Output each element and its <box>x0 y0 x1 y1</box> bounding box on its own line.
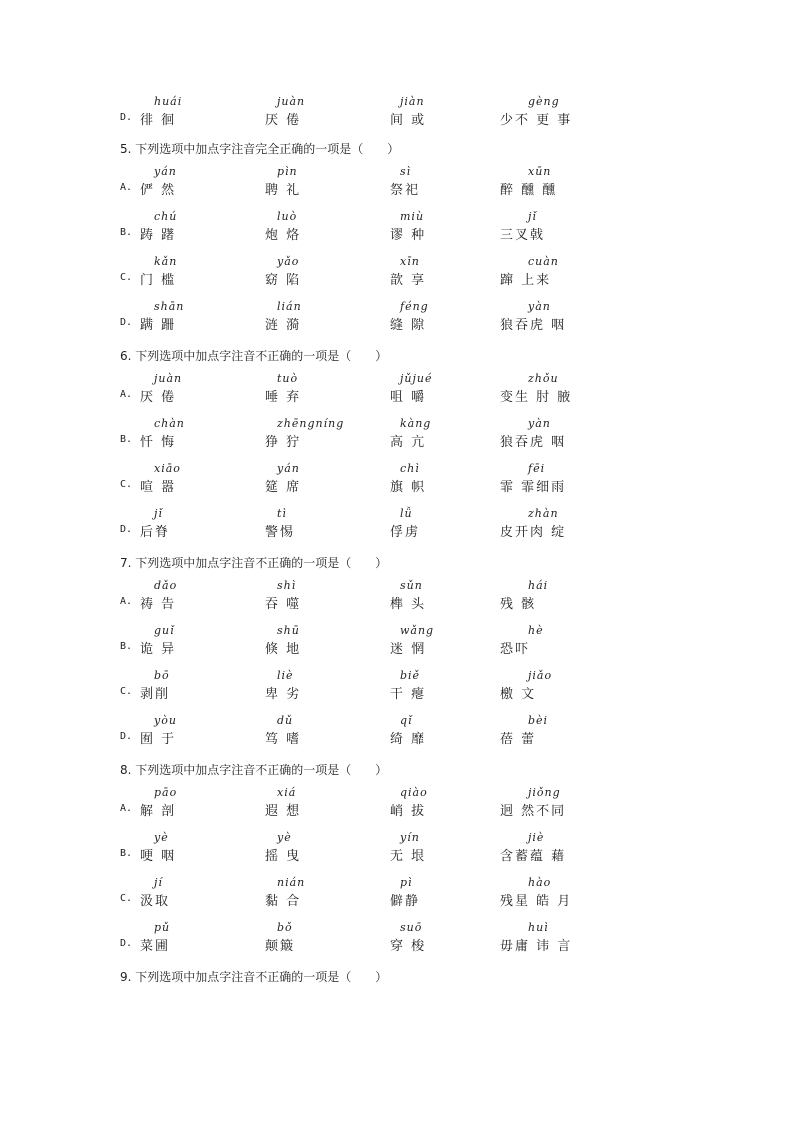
chinese-word: 绮 靡 <box>390 732 427 747</box>
pinyin-annotation: jǐ <box>528 210 537 223</box>
word-option <box>265 921 385 957</box>
option-letter: C. <box>120 893 133 904</box>
word-option <box>140 300 260 336</box>
pinyin-annotation: huái <box>154 95 183 108</box>
chinese-word: 干 瘪 <box>390 687 427 702</box>
word-option <box>500 876 620 912</box>
chinese-word: 迥 然不同 <box>500 804 567 819</box>
pinyin-annotation: pìn <box>277 165 298 178</box>
word-option <box>500 669 620 705</box>
option-letter: D. <box>120 524 133 535</box>
question-title <box>120 347 387 364</box>
pinyin-annotation: jǔjué <box>400 372 433 385</box>
word-option <box>140 165 260 201</box>
question-title <box>120 140 399 157</box>
word-option <box>500 786 620 822</box>
pinyin-annotation: sì <box>400 165 412 178</box>
option-row <box>0 300 794 336</box>
word-option <box>390 255 510 291</box>
pinyin-annotation: jiè <box>528 831 545 844</box>
chinese-word: 蓓 蕾 <box>500 732 537 747</box>
pinyin-annotation: zhēngníng <box>277 417 345 430</box>
option-letter: C. <box>120 686 133 697</box>
question-number: 5. <box>120 142 136 156</box>
pinyin-annotation: suō <box>400 921 423 934</box>
chinese-word: 笃 嗜 <box>265 732 302 747</box>
pinyin-annotation: bō <box>154 669 170 682</box>
chinese-word: 卑 劣 <box>265 687 302 702</box>
pinyin-annotation: jiǎo <box>528 669 553 682</box>
word-option <box>390 95 510 131</box>
pinyin-annotation: jiàn <box>400 95 425 108</box>
pinyin-annotation: tuò <box>277 372 299 385</box>
pinyin-annotation: xiá <box>277 786 297 799</box>
pinyin-annotation: jí <box>154 876 163 889</box>
word-option <box>140 831 260 867</box>
option-letter: A. <box>120 596 133 607</box>
pinyin-annotation: lián <box>277 300 302 313</box>
option-row <box>0 165 794 201</box>
chinese-word: 三叉戟 <box>500 228 546 243</box>
option-row <box>0 831 794 867</box>
chinese-word: 窈 陷 <box>265 273 302 288</box>
word-option <box>500 579 620 615</box>
pinyin-annotation: dǔ <box>277 714 294 727</box>
chinese-word: 变生 肘 腋 <box>500 390 573 405</box>
pinyin-annotation: yán <box>154 165 177 178</box>
pinyin-annotation: biě <box>400 669 421 682</box>
pinyin-annotation: yè <box>154 831 169 844</box>
pinyin-annotation: miù <box>400 210 425 223</box>
word-option <box>390 579 510 615</box>
option-row <box>0 624 794 660</box>
chinese-word: 祭祀 <box>390 183 421 198</box>
pinyin-annotation: huì <box>528 921 549 934</box>
pinyin-annotation: jǐ <box>154 507 163 520</box>
pinyin-annotation: chàn <box>154 417 185 430</box>
chinese-word: 诡 异 <box>140 642 177 657</box>
option-letter: D. <box>120 938 133 949</box>
chinese-word: 炮 烙 <box>265 228 302 243</box>
word-option <box>265 876 385 912</box>
word-option <box>265 417 385 453</box>
chinese-word: 残星 皓 月 <box>500 894 573 909</box>
pinyin-annotation: sǔn <box>400 579 423 592</box>
chinese-word: 警惕 <box>265 525 296 540</box>
chinese-word: 僻静 <box>390 894 421 909</box>
pinyin-annotation: gèng <box>528 95 560 108</box>
chinese-word: 少不 更 事 <box>500 113 573 128</box>
question-title <box>120 761 387 778</box>
pinyin-annotation: yán <box>277 462 300 475</box>
question-number: 8. <box>120 763 136 777</box>
word-option <box>140 579 260 615</box>
pinyin-annotation: cuàn <box>528 255 559 268</box>
pinyin-annotation: zhǒu <box>528 372 559 385</box>
option-letter: A. <box>120 803 133 814</box>
word-option <box>390 462 510 498</box>
question-title <box>120 554 387 571</box>
pinyin-annotation: yàn <box>528 417 551 430</box>
chinese-word: 颠簸 <box>265 939 296 954</box>
chinese-word: 涟 漪 <box>265 318 302 333</box>
pinyin-annotation: liè <box>277 669 294 682</box>
word-option <box>140 714 260 750</box>
word-option <box>500 417 620 453</box>
word-option <box>390 786 510 822</box>
chinese-word: 高 亢 <box>390 435 427 450</box>
question-title <box>120 968 387 985</box>
word-option <box>265 300 385 336</box>
word-option <box>390 210 510 246</box>
pinyin-annotation: bǒ <box>277 921 293 934</box>
pinyin-annotation: kàng <box>400 417 432 430</box>
pinyin-annotation: shān <box>154 300 185 313</box>
question-text: 下列选项中加点字注音完全正确的一项是（ ） <box>135 142 400 156</box>
question-text: 下列选项中加点字注音不正确的一项是（ ） <box>135 556 388 570</box>
word-option <box>390 624 510 660</box>
chinese-word: 残 骸 <box>500 597 537 612</box>
pinyin-annotation: shì <box>277 579 297 592</box>
word-option <box>500 714 620 750</box>
pinyin-annotation: zhàn <box>528 507 559 520</box>
word-option <box>500 372 620 408</box>
option-letter: C. <box>120 479 133 490</box>
pinyin-annotation: juàn <box>154 372 183 385</box>
question-text: 下列选项中加点字注音不正确的一项是（ ） <box>135 763 388 777</box>
option-letter: B. <box>120 434 133 445</box>
pinyin-annotation: hào <box>528 876 552 889</box>
word-option <box>265 165 385 201</box>
question-text: 下列选项中加点字注音不正确的一项是（ ） <box>135 349 388 363</box>
word-option <box>140 462 260 498</box>
pinyin-annotation: bèi <box>528 714 549 727</box>
word-option <box>140 372 260 408</box>
word-option <box>265 507 385 543</box>
chinese-word: 忏 悔 <box>140 435 177 450</box>
word-option <box>265 579 385 615</box>
word-option <box>500 255 620 291</box>
pinyin-annotation: féng <box>400 300 429 313</box>
option-letter: D. <box>120 112 133 123</box>
pinyin-annotation: fēi <box>528 462 546 475</box>
chinese-word: 徘 徊 <box>140 113 177 128</box>
chinese-word: 穿 梭 <box>390 939 427 954</box>
chinese-word: 无 垠 <box>390 849 427 864</box>
word-option <box>140 786 260 822</box>
chinese-word: 祷 告 <box>140 597 177 612</box>
chinese-word: 踌 躇 <box>140 228 177 243</box>
chinese-word: 恐吓 <box>500 642 531 657</box>
chinese-word: 霏 霏细雨 <box>500 480 567 495</box>
option-row <box>0 714 794 750</box>
word-option <box>265 714 385 750</box>
word-option <box>265 624 385 660</box>
option-row <box>0 372 794 408</box>
question-number: 7. <box>120 556 136 570</box>
word-option <box>140 669 260 705</box>
chinese-word: 囿 于 <box>140 732 177 747</box>
pinyin-annotation: xiāo <box>154 462 181 475</box>
chinese-word: 黏 合 <box>265 894 302 909</box>
word-option <box>390 921 510 957</box>
chinese-word: 缝 隙 <box>390 318 427 333</box>
pinyin-annotation: xūn <box>528 165 552 178</box>
pinyin-annotation: pì <box>400 876 413 889</box>
chinese-word: 迷 惘 <box>390 642 427 657</box>
chinese-word: 蹿 上来 <box>500 273 552 288</box>
chinese-word: 倏 地 <box>265 642 302 657</box>
pinyin-annotation: pǔ <box>154 921 171 934</box>
chinese-word: 歆 享 <box>390 273 427 288</box>
chinese-word: 旗 帜 <box>390 480 427 495</box>
chinese-word: 喧 嚣 <box>140 480 177 495</box>
word-option <box>500 210 620 246</box>
pinyin-annotation: hè <box>528 624 544 637</box>
pinyin-annotation: yín <box>400 831 420 844</box>
chinese-word: 解 剖 <box>140 804 177 819</box>
word-option <box>265 95 385 131</box>
word-option <box>390 714 510 750</box>
chinese-word: 汲取 <box>140 894 171 909</box>
chinese-word: 皮开肉 绽 <box>500 525 567 540</box>
word-option <box>265 372 385 408</box>
word-option <box>140 95 260 131</box>
pinyin-annotation: yè <box>277 831 292 844</box>
word-option <box>265 255 385 291</box>
option-row <box>0 786 794 822</box>
word-option <box>500 95 620 131</box>
chinese-word: 摇 曳 <box>265 849 302 864</box>
chinese-word: 咀 嚼 <box>390 390 427 405</box>
chinese-word: 毋庸 讳 言 <box>500 939 573 954</box>
chinese-word: 间 或 <box>390 113 427 128</box>
chinese-word: 狰 狞 <box>265 435 302 450</box>
option-row <box>0 507 794 543</box>
chinese-word: 檄 文 <box>500 687 537 702</box>
pinyin-annotation: nián <box>277 876 306 889</box>
pinyin-annotation: qiào <box>400 786 428 799</box>
word-option <box>265 210 385 246</box>
word-option <box>500 300 620 336</box>
word-option <box>140 210 260 246</box>
word-option <box>500 921 620 957</box>
word-option <box>265 462 385 498</box>
word-option <box>390 507 510 543</box>
pinyin-annotation: lǚ <box>400 507 413 520</box>
option-row <box>0 669 794 705</box>
word-option <box>265 786 385 822</box>
pinyin-annotation: shū <box>277 624 300 637</box>
word-option <box>140 876 260 912</box>
pinyin-annotation: yàn <box>528 300 551 313</box>
pinyin-annotation: jiǒng <box>528 786 561 799</box>
pinyin-annotation: xīn <box>400 255 420 268</box>
chinese-word: 菜圃 <box>140 939 171 954</box>
chinese-word: 狼吞虎 咽 <box>500 318 567 333</box>
option-row <box>0 255 794 291</box>
chinese-word: 筵 席 <box>265 480 302 495</box>
option-row <box>0 579 794 615</box>
word-option <box>390 165 510 201</box>
chinese-word: 俨 然 <box>140 183 177 198</box>
chinese-word: 哽 咽 <box>140 849 177 864</box>
chinese-word: 后脊 <box>140 525 171 540</box>
option-letter: A. <box>120 182 133 193</box>
word-option <box>140 624 260 660</box>
word-option <box>390 372 510 408</box>
word-option <box>140 507 260 543</box>
word-option <box>500 165 620 201</box>
pinyin-annotation: juàn <box>277 95 306 108</box>
chinese-word: 俘虏 <box>390 525 421 540</box>
option-row <box>0 876 794 912</box>
option-row <box>0 210 794 246</box>
pinyin-annotation: qǐ <box>400 714 413 727</box>
word-option <box>265 669 385 705</box>
word-option <box>390 831 510 867</box>
word-option <box>265 831 385 867</box>
word-option <box>500 624 620 660</box>
chinese-word: 厌 倦 <box>265 113 302 128</box>
question-number: 9. <box>120 970 136 984</box>
chinese-word: 聘 礼 <box>265 183 302 198</box>
option-letter: D. <box>120 317 133 328</box>
chinese-word: 蹒 跚 <box>140 318 177 333</box>
word-option <box>390 300 510 336</box>
word-option <box>500 831 620 867</box>
chinese-word: 唾 弃 <box>265 390 302 405</box>
chinese-word: 遐 想 <box>265 804 302 819</box>
pinyin-annotation: tì <box>277 507 287 520</box>
option-letter: B. <box>120 848 133 859</box>
pinyin-annotation: dǎo <box>154 579 178 592</box>
option-letter: C. <box>120 272 133 283</box>
pinyin-annotation: luò <box>277 210 298 223</box>
option-row <box>0 417 794 453</box>
question-number: 6. <box>120 349 136 363</box>
chinese-word: 狼吞虎 咽 <box>500 435 567 450</box>
pinyin-annotation: yòu <box>154 714 177 727</box>
question-text: 下列选项中加点字注音不正确的一项是（ ） <box>135 970 388 984</box>
word-option <box>390 417 510 453</box>
word-option <box>140 417 260 453</box>
word-option <box>140 255 260 291</box>
word-option <box>390 876 510 912</box>
pinyin-annotation: yǎo <box>277 255 300 268</box>
option-row <box>0 921 794 957</box>
option-letter: B. <box>120 227 133 238</box>
chinese-word: 榫 头 <box>390 597 427 612</box>
chinese-word: 吞 噬 <box>265 597 302 612</box>
pinyin-annotation: pāo <box>154 786 178 799</box>
word-option <box>140 921 260 957</box>
word-option <box>500 507 620 543</box>
option-row <box>0 462 794 498</box>
pinyin-annotation: chì <box>400 462 420 475</box>
option-letter: D. <box>120 731 133 742</box>
pinyin-annotation: chú <box>154 210 178 223</box>
pinyin-annotation: guǐ <box>154 624 175 637</box>
option-row <box>0 95 794 131</box>
chinese-word: 含蓄蕴 藉 <box>500 849 567 864</box>
option-letter: B. <box>120 641 133 652</box>
chinese-word: 厌 倦 <box>140 390 177 405</box>
chinese-word: 峭 拔 <box>390 804 427 819</box>
pinyin-annotation: hái <box>528 579 549 592</box>
chinese-word: 门 槛 <box>140 273 177 288</box>
pinyin-annotation: wǎng <box>400 624 435 637</box>
chinese-word: 谬 种 <box>390 228 427 243</box>
chinese-word: 醉 醺 醺 <box>500 183 558 198</box>
pinyin-annotation: kǎn <box>154 255 178 268</box>
word-option <box>500 462 620 498</box>
option-letter: A. <box>120 389 133 400</box>
chinese-word: 剥削 <box>140 687 171 702</box>
word-option <box>390 669 510 705</box>
